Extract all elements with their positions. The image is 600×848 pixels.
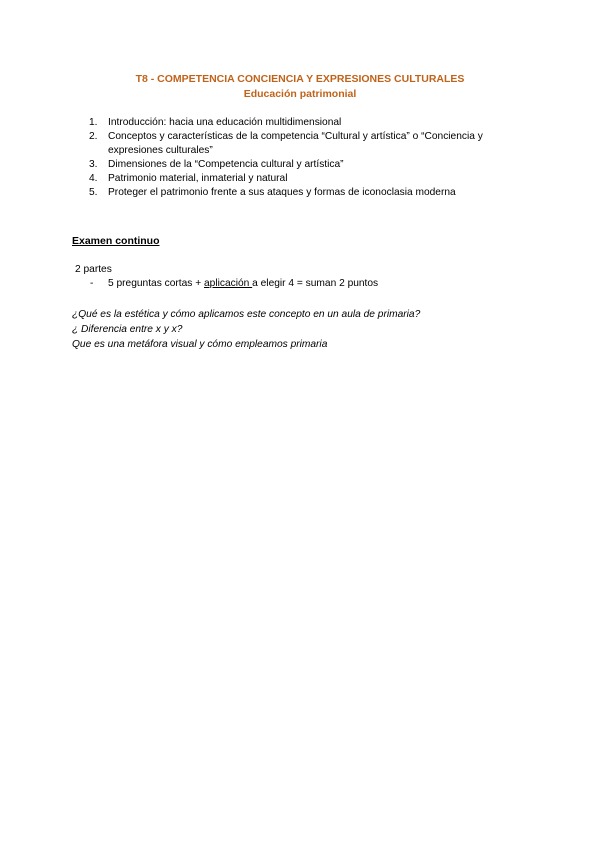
list-number: 3.	[89, 159, 98, 170]
list-item	[72, 158, 542, 172]
page-title: T8 - COMPETENCIA CONCIENCIA Y EXPRESIONES CULTURALES	[135, 73, 465, 85]
topics-list	[72, 116, 542, 200]
list-item-text: Conceptos y características de la competencia “Cultural y artística” o “Conciencia y	[108, 131, 483, 142]
dash-bullet: -	[90, 278, 94, 289]
exam-item-before: 5 preguntas cortas +	[108, 278, 204, 289]
exam-item-underlined: aplicación	[204, 278, 253, 289]
questions-block	[72, 307, 420, 352]
exam-item-text	[108, 277, 378, 291]
list-item-text-continued: expresiones culturales”	[108, 145, 213, 156]
question-line: ¿Qué es la estética y cómo aplicamos este concepto en un aula de primaria?	[72, 309, 421, 320]
list-item-text: Introducción: hacia una educación multidimensional	[108, 117, 342, 128]
exam-item-after: a elegir 4 = suman 2 puntos	[252, 278, 379, 289]
list-item-text: Dimensiones de la “Competencia cultural y artística”	[108, 159, 344, 170]
list-number: 1.	[89, 117, 98, 128]
list-item-text: Patrimonio material, inmaterial y natural	[108, 173, 288, 184]
list-number: 5.	[89, 187, 98, 198]
title-block	[0, 72, 600, 102]
question-line: Que es una metáfora visual y cómo empleamos primaria	[72, 339, 328, 350]
list-item-text: Proteger el patrimonio frente a sus ataques y formas de iconoclasia moderna	[108, 187, 456, 198]
list-item	[72, 172, 542, 186]
list-item	[72, 186, 542, 200]
question-line: ¿ Diferencia entre x y x?	[72, 324, 183, 335]
list-item	[72, 130, 542, 158]
list-item	[72, 116, 542, 130]
list-number: 4.	[89, 173, 98, 184]
exam-heading: Examen continuo	[72, 235, 160, 247]
list-number: 2.	[89, 131, 98, 142]
page-subtitle: Educación patrimonial	[243, 88, 357, 100]
exam-parts-label: 2 partes	[75, 264, 112, 275]
